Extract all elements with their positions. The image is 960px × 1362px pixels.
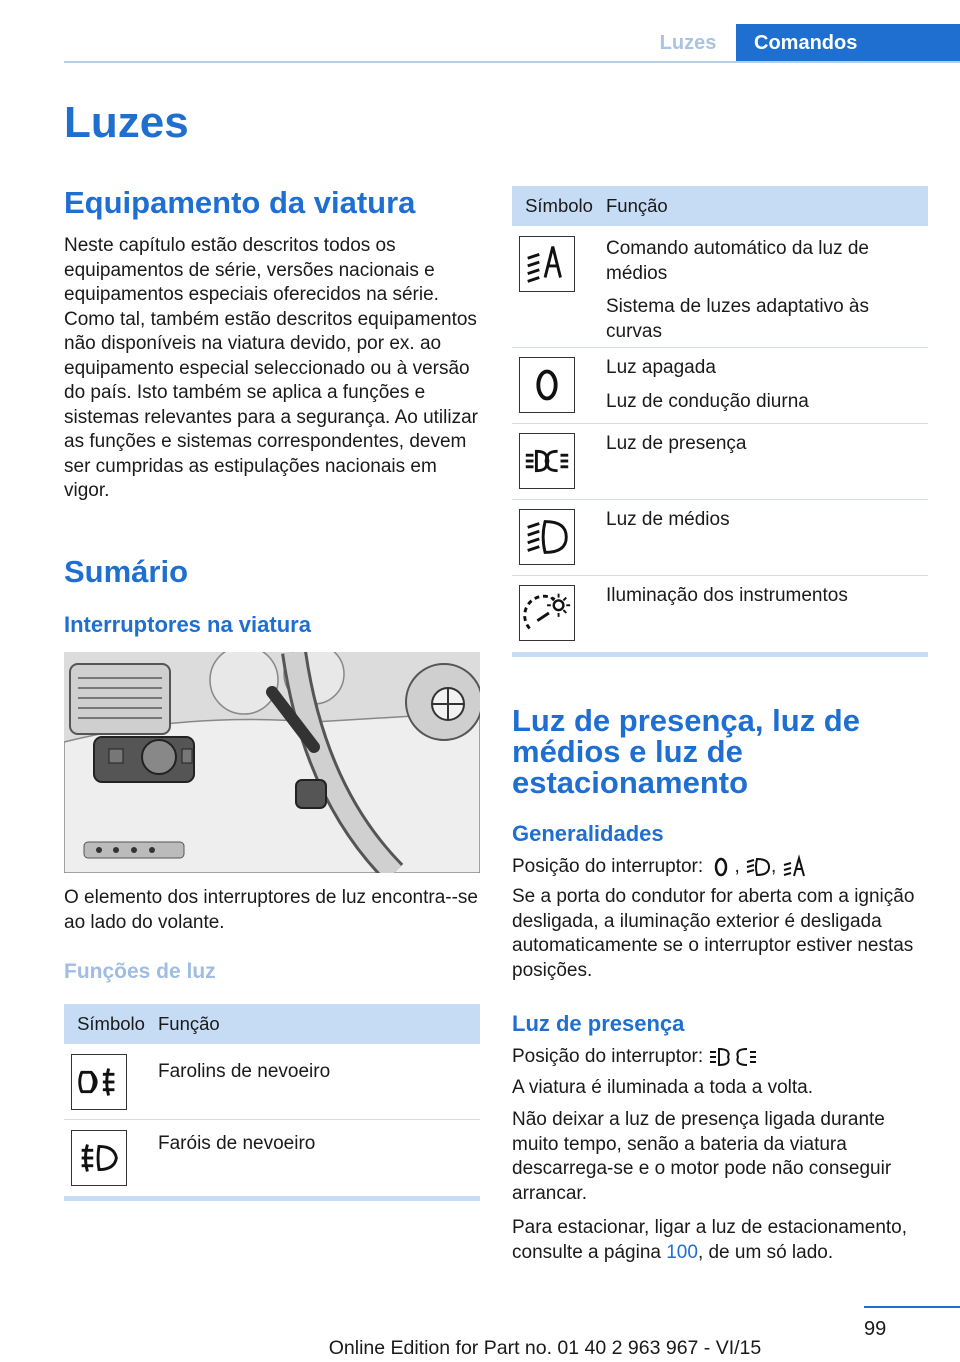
low-beam-icon <box>519 509 575 565</box>
table-cell-function: Luz de presença <box>606 433 747 454</box>
switch-position-label: Posição do interruptor: <box>512 856 704 878</box>
switch-panel-photo <box>64 652 480 873</box>
interruptores-heading: Interruptores na viatura <box>64 612 311 637</box>
sumario-heading: Sumário <box>64 554 189 589</box>
presenca-text-2: Não deixar a luz de presença ligada durante muito tempo, senão a bateria da viatura descarrega-se e o motor pode não conseguir arrancar. <box>512 1109 892 1204</box>
text: Para estacionar, ligar a luz de estacionamento, consulte a página <box>512 1217 908 1263</box>
table-end-bar <box>64 1196 480 1201</box>
separator: , <box>771 856 777 878</box>
funcoes-table <box>64 1004 480 1201</box>
generalidades-text: Se a porta do condutor for aberta com a ignição desligada, a iluminação exterior é desligada automaticamente se o interruptor estiver nestas posições. <box>512 886 915 981</box>
fog-light-icon <box>71 1130 127 1186</box>
table-end-bar <box>512 652 928 657</box>
footer-divider <box>864 1306 960 1308</box>
presenca-text-1: A viatura é iluminada a toda a volta. <box>512 1077 814 1098</box>
footer-edition: Online Edition for Part no. 01 40 2 963 967 - VI/15 <box>328 1337 762 1359</box>
table-row <box>512 424 928 500</box>
parking-light-icon <box>708 1044 758 1070</box>
switch-position-label: Posição do interruptor: <box>512 1046 704 1068</box>
presenca-text-3 <box>512 1216 930 1265</box>
equipamento-heading: Equipamento da viatura <box>64 185 416 220</box>
text: , de um só lado. <box>697 1241 834 1263</box>
page-link[interactable]: 100 <box>666 1241 698 1263</box>
function-line: Luz de condução diurna <box>606 390 809 412</box>
table-cell-function: Iluminação dos instrumentos <box>606 585 848 606</box>
light-off-icon <box>708 854 734 880</box>
table-row <box>64 1120 480 1196</box>
low-beam-icon <box>745 854 771 880</box>
table-row <box>512 348 928 424</box>
table-cell-function: Farolins de nevoeiro <box>158 1061 331 1082</box>
presenca-heading: Luz de presença, luz de médios e luz de estacionamento <box>512 703 860 800</box>
page-title: Luzes <box>64 98 189 147</box>
function-line: Luz apagada <box>606 357 716 378</box>
col-symbol: Símbolo <box>525 195 593 216</box>
header-tab-comandos[interactable]: Comandos <box>736 24 960 62</box>
auto-headlight-icon <box>519 236 575 292</box>
page-number: 99 <box>864 1318 887 1340</box>
function-line: Comando automático da luz de médios <box>606 238 869 284</box>
auto-headlight-icon <box>782 854 808 880</box>
table-cell-function: Faróis de nevoeiro <box>158 1133 316 1154</box>
table-cell-function <box>606 237 922 344</box>
col-function: Função <box>606 195 668 216</box>
col-function: Função <box>158 1013 220 1034</box>
table-row <box>512 500 928 576</box>
luz-presenca-heading: Luz de presença <box>512 1011 685 1036</box>
generalidades-heading: Generalidades <box>512 821 664 846</box>
parking-light-icon <box>519 433 575 489</box>
table-row <box>512 226 928 348</box>
separator: , <box>734 856 740 878</box>
symbols-table <box>512 186 928 657</box>
table-row <box>512 576 928 652</box>
funcoes-heading: Funções de luz <box>64 960 216 983</box>
table-header <box>512 186 928 226</box>
header-divider <box>64 61 960 63</box>
fog-light-front-icon <box>71 1054 127 1110</box>
light-off-icon <box>519 357 575 413</box>
header-tab-luzes[interactable]: Luzes <box>659 32 717 54</box>
table-cell-function: Luz de médios <box>606 509 730 530</box>
switch-position-line <box>512 854 928 880</box>
col-symbol: Símbolo <box>77 1013 145 1034</box>
equipamento-text: Neste capítulo estão descritos todos os equipamentos de série, versões nacionais e equipamentos especiais oferecidos na série. Como tal, também estão descritos equipamentos não disponíveis na viatura devido, por ex. ao equipamento especial seleccionado ou à versão do país. Isto também se aplica a funções e sistemas relevantes para a segurança. Ao utilizar as funções e sistemas correspondentes, devem ser cumpridas as estipulações nacionais em vigor. <box>64 235 478 501</box>
table-row <box>64 1044 480 1120</box>
switch-caption: O elemento dos interruptores de luz encontra--se ao lado do volante. <box>64 887 478 933</box>
table-cell-function <box>606 356 922 414</box>
table-header <box>64 1004 480 1044</box>
function-line: Sistema de luzes adaptativo às curvas <box>606 296 869 342</box>
instrument-lighting-icon <box>519 585 575 641</box>
switch-position-line <box>512 1044 928 1070</box>
